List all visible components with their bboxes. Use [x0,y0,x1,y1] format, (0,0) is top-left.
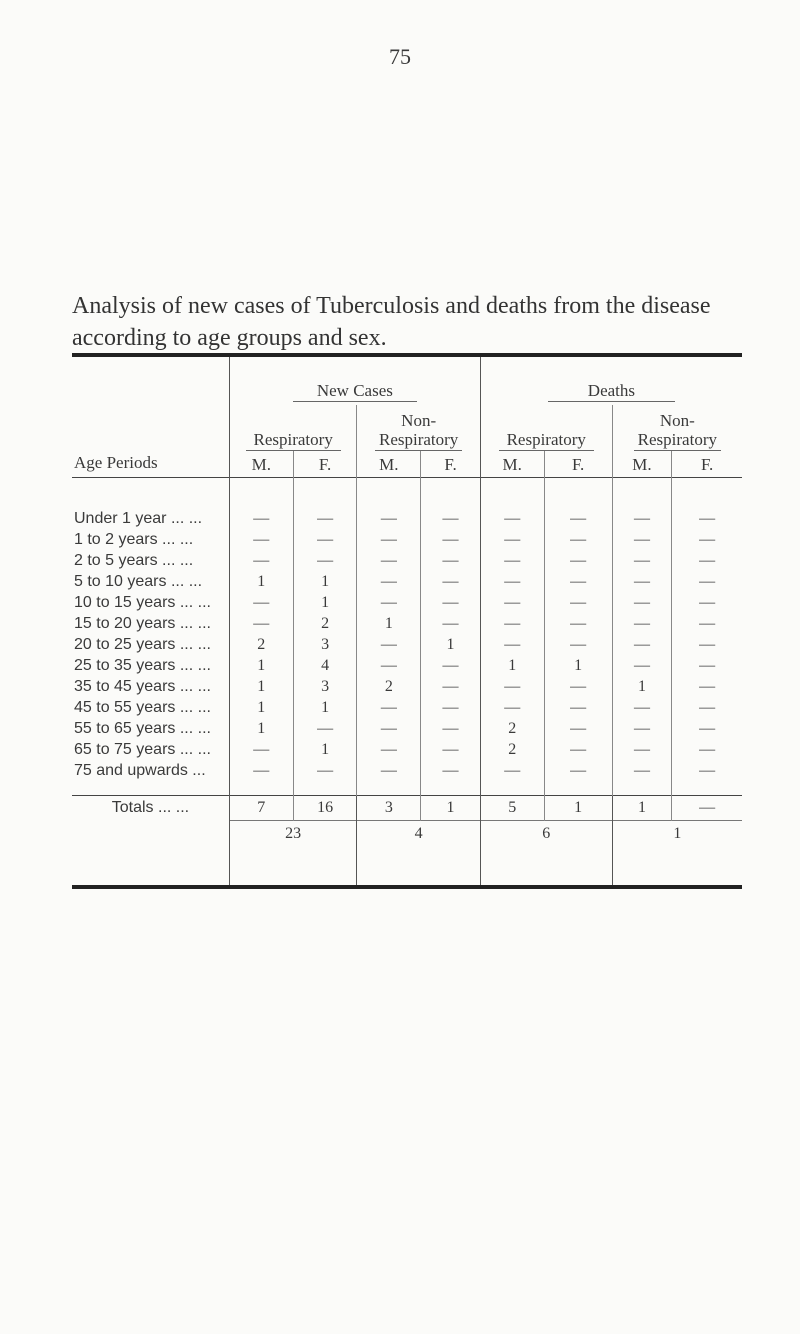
table-cell: 2 [357,676,421,697]
table-cell: 1 [293,592,357,613]
table-cell: — [229,550,293,571]
table-cell: — [293,550,357,571]
table-cell: — [421,571,481,592]
table-cell: — [544,718,612,739]
totals-cell: 16 [293,796,357,821]
table-cell: 2 [480,739,544,760]
table-cell: 3 [293,676,357,697]
table-row [72,550,742,571]
totals-label: Totals ... ... [72,796,229,821]
table-cell: — [672,676,742,697]
table-row [72,508,742,529]
table-cell: — [544,760,612,781]
table-cell: — [672,508,742,529]
table-cell: — [544,739,612,760]
table-cell: — [612,634,672,655]
row-label: 20 to 25 years ... ... [74,635,211,653]
table-cell: — [421,676,481,697]
table-cell: — [357,508,421,529]
table-cell: — [544,592,612,613]
table-cell: — [357,571,421,592]
row-label: 1 to 2 years ... ... [74,530,194,548]
table-cell: — [357,550,421,571]
row-label: 55 to 65 years ... ... [74,719,211,737]
header-male: M. [612,451,672,478]
table-cell: — [480,676,544,697]
table-cell: — [672,592,742,613]
header-deaths: Deaths [480,355,742,405]
table-cell: — [229,760,293,781]
table-cell: — [421,760,481,781]
table-cell: — [672,571,742,592]
table-cell: 4 [293,655,357,676]
table-cell: 1 [544,655,612,676]
table-cell: 1 [612,676,672,697]
table-cell: — [421,739,481,760]
row-label: 2 to 5 years ... ... [74,551,194,569]
header-male: M. [480,451,544,478]
table-cell: — [293,718,357,739]
header-new-non-respiratory: Non- Respiratory [357,405,480,451]
page-number: 75 [389,44,411,69]
header-deaths-non-respiratory: Non- Respiratory [612,405,742,451]
table-cell: — [672,718,742,739]
totals-row [72,796,742,821]
header-male: M. [357,451,421,478]
spacer-row [72,781,742,796]
row-label: 35 to 45 years ... ... [74,677,211,695]
row-label: 25 to 35 years ... ... [74,656,211,674]
row-label: Under 1 year ... ... [74,509,203,527]
table-row [72,655,742,676]
table-cell: — [421,697,481,718]
table-cell: — [229,739,293,760]
grand-total-deaths-respiratory: 6 [480,821,612,888]
tuberculosis-table [72,353,742,889]
totals-cell: 3 [357,796,421,821]
header-row-groups [72,355,742,405]
table-cell: — [544,571,612,592]
table-cell: — [672,550,742,571]
table-cell: — [229,592,293,613]
header-new-cases: New Cases [229,355,480,405]
table-cell: 3 [293,634,357,655]
table-cell: — [544,676,612,697]
table-cell: — [480,571,544,592]
table-cell: — [612,760,672,781]
table-cell: — [612,739,672,760]
data-rows [72,508,742,781]
table-cell: — [672,613,742,634]
table-cell: 1 [229,676,293,697]
spacer-row [72,478,742,509]
table-cell: — [357,634,421,655]
table-cell: — [357,592,421,613]
table-cell: — [672,634,742,655]
table-cell: — [672,739,742,760]
table-cell: — [612,613,672,634]
header-female: F. [421,451,481,478]
header-age-periods: Age Periods [72,355,229,478]
row-label: 75 and upwards ... [74,761,206,779]
table-cell: — [480,634,544,655]
table-cell: — [480,697,544,718]
table-cell: — [293,760,357,781]
table-row [72,529,742,550]
totals-cell: 1 [421,796,481,821]
totals-cell: 1 [612,796,672,821]
table-row [72,592,742,613]
table-row [72,739,742,760]
table-cell: — [293,529,357,550]
table-cell: — [612,718,672,739]
table-cell: — [672,697,742,718]
table-cell: — [229,508,293,529]
row-label: 45 to 55 years ... ... [74,698,211,716]
header-male: M. [229,451,293,478]
table-row [72,718,742,739]
table-cell: — [480,508,544,529]
table-cell: — [672,655,742,676]
table-cell: — [421,718,481,739]
table-cell: — [293,508,357,529]
table-cell: 1 [357,613,421,634]
table-caption: Analysis of new cases of Tuberculosis and deaths from the disease according to age groups and sex. [72,293,711,351]
table-cell: — [612,529,672,550]
table-cell: — [544,697,612,718]
table-cell: 1 [229,718,293,739]
table-row [72,760,742,781]
grand-total-new-respiratory: 23 [229,821,357,888]
table-row [72,571,742,592]
table-cell: — [421,508,481,529]
table-cell: — [612,697,672,718]
table-cell: — [480,613,544,634]
table-cell: — [480,529,544,550]
header-deaths-respiratory: Respiratory [480,405,612,451]
grand-total-new-non-respiratory: 4 [357,821,480,888]
table-row [72,613,742,634]
header-female: F. [544,451,612,478]
table-cell: — [612,592,672,613]
table-cell: — [544,550,612,571]
table-cell: — [421,655,481,676]
totals-cell: 1 [544,796,612,821]
table-cell: 1 [293,697,357,718]
table-cell: 2 [229,634,293,655]
table-cell: 2 [293,613,357,634]
row-label: 15 to 20 years ... ... [74,614,211,632]
table-cell: 1 [229,655,293,676]
table-cell: — [480,592,544,613]
table-cell: — [229,613,293,634]
table-cell: — [357,739,421,760]
table-cell: — [421,550,481,571]
table-cell: — [612,508,672,529]
table-cell: — [544,529,612,550]
table-cell: — [612,550,672,571]
table-row [72,676,742,697]
table-cell: 1 [421,634,481,655]
table-cell: — [612,655,672,676]
table-cell: — [421,529,481,550]
table-cell: — [357,655,421,676]
row-label: 5 to 10 years ... ... [74,572,203,590]
table-cell: — [544,613,612,634]
table-cell: — [357,718,421,739]
table-cell: — [357,697,421,718]
table-cell: 1 [293,571,357,592]
table-cell: — [357,760,421,781]
table-cell: — [672,529,742,550]
totals-cell: — [672,796,742,821]
row-label: 10 to 15 years ... ... [74,593,211,611]
table-cell: — [421,613,481,634]
table-row [72,697,742,718]
row-label: 65 to 75 years ... ... [74,740,211,758]
totals-cell: 7 [229,796,293,821]
table-cell: 2 [480,718,544,739]
table-cell: 1 [293,739,357,760]
header-female: F. [672,451,742,478]
table-cell: — [480,550,544,571]
table-cell: — [672,760,742,781]
header-female: F. [293,451,357,478]
table-cell: — [612,571,672,592]
table-cell: 1 [229,697,293,718]
grand-total-deaths-non-respiratory: 1 [612,821,742,888]
table-cell: — [357,529,421,550]
table-cell: — [421,592,481,613]
table-cell: — [544,634,612,655]
table-row [72,634,742,655]
table-cell: 1 [229,571,293,592]
table-cell: 1 [480,655,544,676]
table-cell: — [544,508,612,529]
table-cell: — [229,529,293,550]
totals-cell: 5 [480,796,544,821]
header-new-respiratory: Respiratory [229,405,357,451]
grand-totals-row [72,821,742,888]
table-cell: — [480,760,544,781]
